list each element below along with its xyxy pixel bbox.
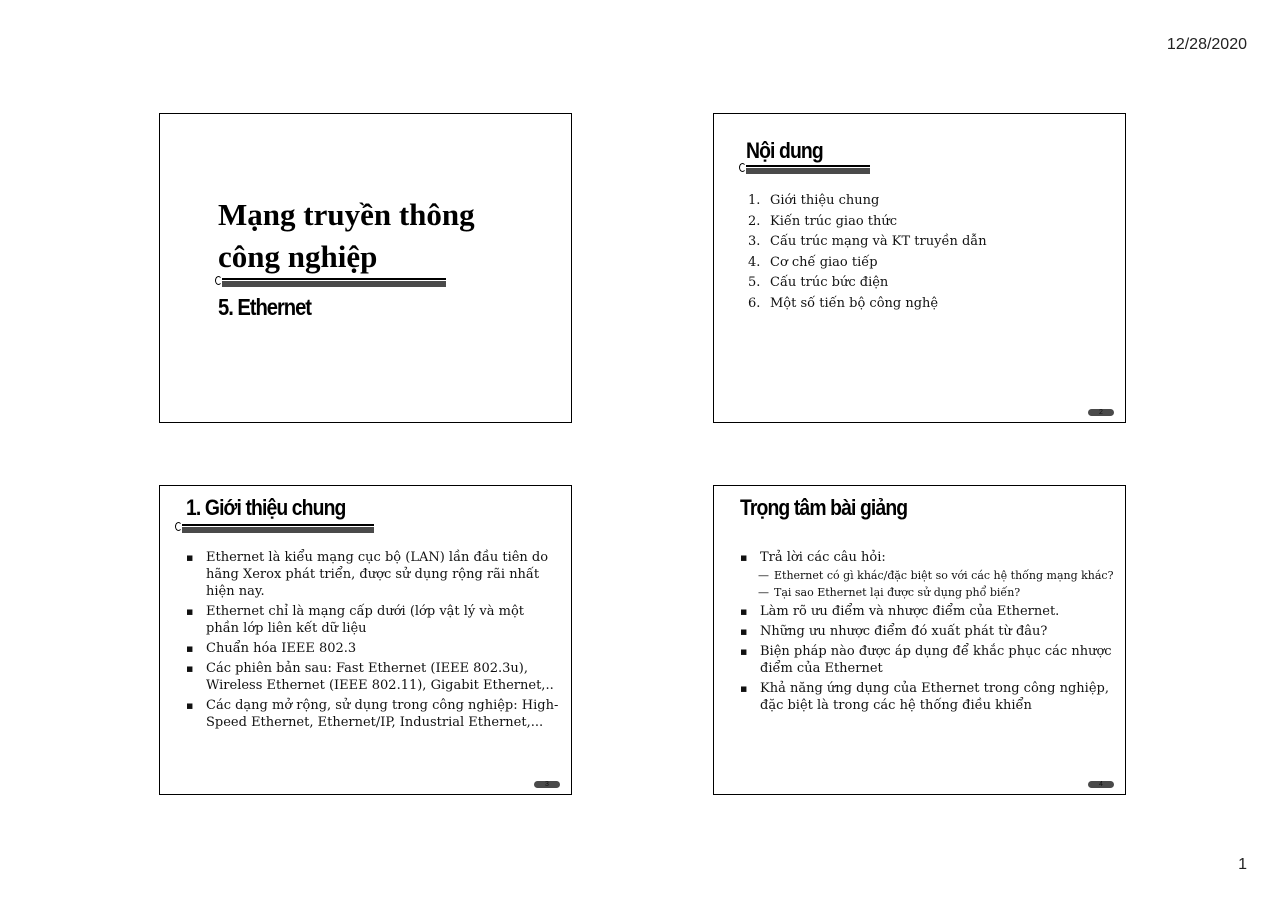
intro-bullet-list <box>184 549 560 734</box>
slide-4-title: Trọng tâm bài giảng <box>740 495 908 520</box>
list-item: ▪ Biện pháp nào được áp dụng để khắc phục các nhược điểm của Ethernet <box>740 644 1112 676</box>
slide-number-badge: 2 <box>1088 409 1114 416</box>
slide-4 <box>713 485 1126 795</box>
list-item: 3. Cấu trúc mạng và KT truyền dẫn <box>748 234 987 249</box>
list-item: 5. Cấu trúc bức điện <box>748 275 889 290</box>
list-item: ▪ Các dạng mở rộng, sử dụng trong công nghiệp: High-Speed Ethernet, Ethernet/IP, Industrial Ethernet,... <box>186 698 559 730</box>
slide-2-title: Nội dung <box>746 138 823 163</box>
slide-number-badge: 3 <box>534 781 560 788</box>
list-item: ▪ Làm rõ ưu điểm và nhược điểm của Ethernet. <box>740 604 1060 619</box>
page-number: 1 <box>1238 856 1247 873</box>
header-date: 12/28/2020 <box>1166 36 1247 53</box>
slide-number-badge: 4 <box>1088 781 1114 788</box>
slide-1 <box>159 113 572 423</box>
list-item: 1. Giới thiệu chung <box>748 193 880 208</box>
slide-3-title: 1. Giới thiệu chung <box>186 495 346 520</box>
list-item: ▪ Chuẩn hóa IEEE 802.3 <box>186 641 357 656</box>
sub-list-item: — Ethernet có gì khác/đặc biệt so với các hệ thống mạng khác? <box>758 569 1114 582</box>
contents-list <box>748 191 1108 314</box>
list-item: ▪ Khả năng ứng dụng của Ethernet trong công nghiệp, đặc biệt là trong các hệ thống điều khiển <box>740 681 1109 713</box>
title-underline <box>218 278 446 287</box>
list-item: ▪ Trả lời các câu hỏi: <box>740 550 886 565</box>
list-item: ▪ Ethernet chỉ là mạng cấp dưới (lớp vật lý và một phần lớp liên kết dữ liệu <box>186 604 525 636</box>
list-item: ▪ Những ưu nhược điểm đó xuất phát từ đâu? <box>740 624 1048 639</box>
title-underline <box>178 524 374 533</box>
list-item: 6. Một số tiến bộ công nghệ <box>748 295 939 311</box>
list-item: 2. Kiến trúc giao thức <box>748 213 898 229</box>
slide-1-title-line-1: Mạng truyền thông <box>218 197 475 232</box>
list-item: ▪ Ethernet là kiểu mạng cục bộ (LAN) lần đầu tiên do hãng Xerox phát triển, được sử dụng rộng rãi nhất hiện nay. <box>186 550 549 599</box>
slide-1-title-line-2: công nghiệp <box>218 239 378 274</box>
focus-bullet-list <box>738 549 1114 717</box>
slide-2 <box>713 113 1126 423</box>
list-item: ▪ Các phiên bản sau: Fast Ethernet (IEEE 802.3u), Wireless Ethernet (IEEE 802.11), Gigabit Ethernet,.. <box>186 661 554 693</box>
sub-list-item: — Tại sao Ethernet lại được sử dụng phổ biến? <box>758 586 1021 599</box>
slide-3 <box>159 485 572 795</box>
title-underline <box>742 165 870 174</box>
slide-1-title <box>218 194 538 278</box>
slide-1-subtitle: 5. Ethernet <box>218 294 311 320</box>
list-item: 4. Cơ chế giao tiếp <box>748 254 878 270</box>
